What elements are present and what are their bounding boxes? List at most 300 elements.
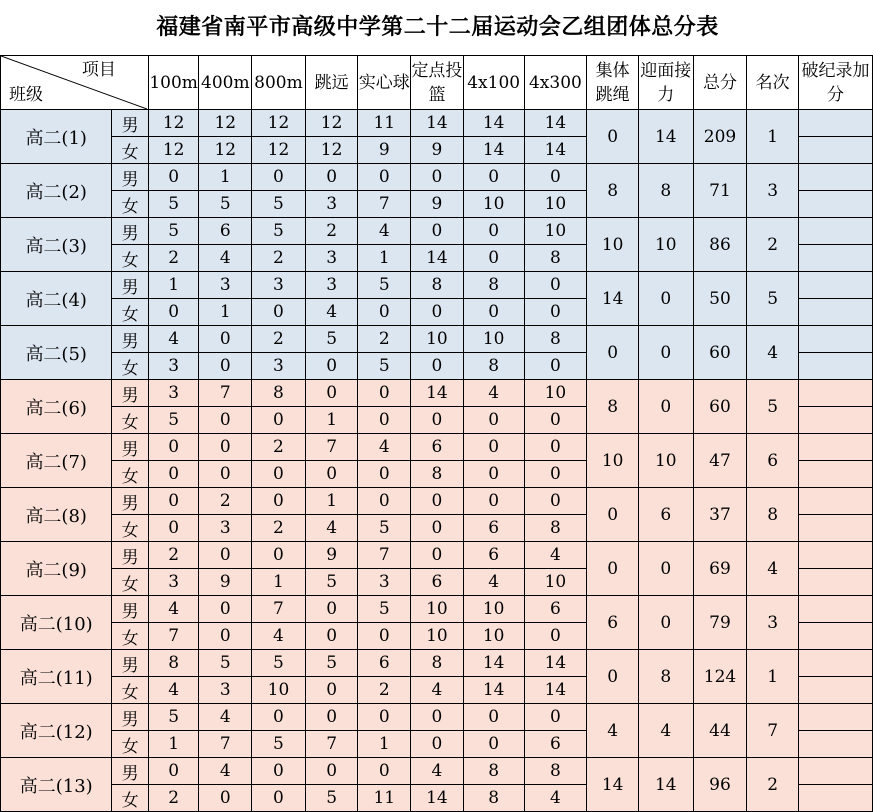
female-score-cell: 4 bbox=[411, 677, 464, 704]
female-score-cell: 0 bbox=[463, 461, 524, 488]
male-score-cell: 5 bbox=[305, 326, 358, 353]
female-score-cell: 0 bbox=[463, 245, 524, 272]
female-score-cell: 1 bbox=[358, 245, 411, 272]
male-score-cell: 0 bbox=[252, 758, 306, 785]
female-label-cell: 女 bbox=[112, 245, 148, 272]
female-score-cell: 2 bbox=[148, 245, 199, 272]
female-score-cell: 0 bbox=[252, 407, 306, 434]
female-score-cell: 12 bbox=[148, 137, 199, 164]
female-score-cell: 2 bbox=[252, 245, 306, 272]
female-score-cell: 6 bbox=[411, 569, 464, 596]
female-score-cell: 8 bbox=[524, 515, 587, 542]
female-label-cell: 女 bbox=[112, 191, 148, 218]
male-score-cell: 0 bbox=[305, 758, 358, 785]
female-score-cell: 7 bbox=[148, 623, 199, 650]
male-score-cell: 0 bbox=[411, 542, 464, 569]
female-label-cell: 女 bbox=[112, 569, 148, 596]
male-score-cell: 6 bbox=[524, 596, 587, 623]
female-score-cell: 0 bbox=[305, 677, 358, 704]
shuttle-relay-cell: 4 bbox=[638, 704, 693, 758]
class-name-cell: 高二(6) bbox=[1, 380, 112, 434]
header-event: 100m bbox=[148, 56, 199, 110]
male-score-cell: 5 bbox=[148, 704, 199, 731]
female-score-cell: 1 bbox=[305, 407, 358, 434]
female-label-cell: 女 bbox=[112, 623, 148, 650]
male-score-cell: 1 bbox=[148, 272, 199, 299]
male-score-cell: 0 bbox=[305, 596, 358, 623]
record-bonus-cell bbox=[798, 353, 872, 380]
header-corner-cell bbox=[1, 56, 149, 110]
female-score-cell: 7 bbox=[199, 731, 252, 758]
female-score-cell: 9 bbox=[411, 191, 464, 218]
male-label-cell: 男 bbox=[112, 542, 148, 569]
rank-cell: 6 bbox=[747, 434, 799, 488]
female-score-cell: 0 bbox=[148, 515, 199, 542]
male-score-cell: 0 bbox=[252, 704, 306, 731]
female-score-cell: 3 bbox=[199, 515, 252, 542]
female-score-cell: 0 bbox=[524, 407, 587, 434]
group-jump-rope-cell: 0 bbox=[587, 488, 639, 542]
record-bonus-cell bbox=[798, 704, 872, 731]
class-name-cell: 高二(8) bbox=[1, 488, 112, 542]
male-score-cell: 12 bbox=[199, 110, 252, 137]
header-event: 迎面接力 bbox=[638, 56, 693, 110]
total-cell: 37 bbox=[693, 488, 747, 542]
rank-cell: 2 bbox=[747, 758, 799, 812]
female-label-cell: 女 bbox=[112, 407, 148, 434]
rank-cell: 3 bbox=[747, 164, 799, 218]
female-score-cell: 6 bbox=[524, 731, 587, 758]
record-bonus-cell bbox=[798, 137, 872, 164]
record-bonus-cell bbox=[798, 677, 872, 704]
female-score-cell: 0 bbox=[305, 623, 358, 650]
class-name-cell: 高二(3) bbox=[1, 218, 112, 272]
male-score-cell: 10 bbox=[463, 596, 524, 623]
male-score-cell: 2 bbox=[252, 434, 306, 461]
male-score-cell: 11 bbox=[358, 110, 411, 137]
male-score-cell: 1 bbox=[199, 164, 252, 191]
shuttle-relay-cell: 0 bbox=[638, 326, 693, 380]
male-score-cell: 0 bbox=[411, 488, 464, 515]
score-table-body bbox=[1, 110, 873, 812]
female-score-cell: 5 bbox=[199, 191, 252, 218]
male-label-cell: 男 bbox=[112, 596, 148, 623]
female-label-cell: 女 bbox=[112, 515, 148, 542]
female-label-cell: 女 bbox=[112, 299, 148, 326]
male-label-cell: 男 bbox=[112, 758, 148, 785]
group-jump-rope-cell: 6 bbox=[587, 596, 639, 650]
female-score-cell: 0 bbox=[411, 407, 464, 434]
male-score-cell: 8 bbox=[411, 272, 464, 299]
female-score-cell: 0 bbox=[358, 407, 411, 434]
female-score-cell: 0 bbox=[305, 353, 358, 380]
female-score-cell: 12 bbox=[252, 137, 306, 164]
male-score-cell: 0 bbox=[463, 434, 524, 461]
rank-cell: 7 bbox=[747, 704, 799, 758]
female-score-cell: 11 bbox=[358, 785, 411, 812]
male-score-cell: 0 bbox=[411, 218, 464, 245]
female-score-cell: 4 bbox=[524, 785, 587, 812]
female-score-cell: 0 bbox=[463, 299, 524, 326]
female-label-cell: 女 bbox=[112, 731, 148, 758]
shuttle-relay-cell: 0 bbox=[638, 596, 693, 650]
female-score-cell: 7 bbox=[305, 731, 358, 758]
female-label-cell: 女 bbox=[112, 353, 148, 380]
male-score-cell: 0 bbox=[148, 758, 199, 785]
class-name-cell: 高二(10) bbox=[1, 596, 112, 650]
female-score-cell: 4 bbox=[305, 515, 358, 542]
male-label-cell: 男 bbox=[112, 218, 148, 245]
record-bonus-cell bbox=[798, 272, 872, 299]
male-score-cell: 0 bbox=[524, 272, 587, 299]
male-score-cell: 8 bbox=[463, 758, 524, 785]
female-score-cell: 10 bbox=[252, 677, 306, 704]
rank-cell: 8 bbox=[747, 488, 799, 542]
male-score-cell: 0 bbox=[252, 488, 306, 515]
table-row-male bbox=[1, 218, 873, 245]
female-score-cell: 5 bbox=[252, 191, 306, 218]
female-score-cell: 14 bbox=[524, 137, 587, 164]
male-score-cell: 2 bbox=[252, 326, 306, 353]
class-name-cell: 高二(13) bbox=[1, 758, 112, 812]
table-row-male bbox=[1, 272, 873, 299]
male-score-cell: 14 bbox=[463, 650, 524, 677]
class-name-cell: 高二(11) bbox=[1, 650, 112, 704]
female-label-cell: 女 bbox=[112, 785, 148, 812]
total-cell: 86 bbox=[693, 218, 747, 272]
male-score-cell: 7 bbox=[252, 596, 306, 623]
male-score-cell: 2 bbox=[199, 488, 252, 515]
header-total: 总分 bbox=[693, 56, 747, 110]
male-score-cell: 4 bbox=[199, 758, 252, 785]
female-score-cell: 5 bbox=[148, 191, 199, 218]
male-score-cell: 0 bbox=[358, 164, 411, 191]
male-score-cell: 4 bbox=[524, 542, 587, 569]
header-event: 定点投篮 bbox=[411, 56, 464, 110]
shuttle-relay-cell: 6 bbox=[638, 488, 693, 542]
female-score-cell: 0 bbox=[358, 461, 411, 488]
female-score-cell: 3 bbox=[305, 191, 358, 218]
male-score-cell: 0 bbox=[463, 218, 524, 245]
record-bonus-cell bbox=[798, 110, 872, 137]
record-bonus-cell bbox=[798, 623, 872, 650]
male-score-cell: 0 bbox=[358, 758, 411, 785]
shuttle-relay-cell: 0 bbox=[638, 272, 693, 326]
header-event: 实心球 bbox=[358, 56, 411, 110]
table-row-male bbox=[1, 758, 873, 785]
rank-cell: 5 bbox=[747, 272, 799, 326]
table-row-male bbox=[1, 596, 873, 623]
record-bonus-cell bbox=[798, 731, 872, 758]
male-score-cell: 4 bbox=[148, 596, 199, 623]
female-score-cell: 14 bbox=[411, 785, 464, 812]
female-label-cell: 女 bbox=[112, 461, 148, 488]
record-bonus-cell bbox=[798, 515, 872, 542]
female-score-cell: 4 bbox=[305, 299, 358, 326]
class-name-cell: 高二(12) bbox=[1, 704, 112, 758]
male-score-cell: 14 bbox=[524, 110, 587, 137]
record-bonus-cell bbox=[798, 596, 872, 623]
male-score-cell: 5 bbox=[252, 218, 306, 245]
header-rank: 名次 bbox=[747, 56, 799, 110]
group-jump-rope-cell: 10 bbox=[587, 434, 639, 488]
female-score-cell: 0 bbox=[463, 731, 524, 758]
group-jump-rope-cell: 4 bbox=[587, 704, 639, 758]
male-score-cell: 0 bbox=[305, 704, 358, 731]
header-event: 集体跳绳 bbox=[587, 56, 639, 110]
header-event: 400m bbox=[199, 56, 252, 110]
female-score-cell: 5 bbox=[252, 731, 306, 758]
female-score-cell: 8 bbox=[411, 461, 464, 488]
record-bonus-cell bbox=[798, 326, 872, 353]
female-score-cell: 0 bbox=[148, 461, 199, 488]
female-score-cell: 0 bbox=[148, 299, 199, 326]
header-event: 跳远 bbox=[305, 56, 358, 110]
female-score-cell: 0 bbox=[199, 353, 252, 380]
record-bonus-cell bbox=[798, 407, 872, 434]
male-score-cell: 8 bbox=[148, 650, 199, 677]
female-score-cell: 5 bbox=[148, 407, 199, 434]
total-cell: 124 bbox=[693, 650, 747, 704]
record-bonus-cell bbox=[798, 434, 872, 461]
rank-cell: 5 bbox=[747, 380, 799, 434]
record-bonus-cell bbox=[798, 758, 872, 785]
group-jump-rope-cell: 0 bbox=[587, 542, 639, 596]
male-label-cell: 男 bbox=[112, 434, 148, 461]
male-score-cell: 8 bbox=[463, 272, 524, 299]
score-table bbox=[0, 55, 873, 812]
male-score-cell: 14 bbox=[524, 650, 587, 677]
total-cell: 47 bbox=[693, 434, 747, 488]
table-row-male bbox=[1, 326, 873, 353]
male-score-cell: 0 bbox=[463, 704, 524, 731]
class-name-cell: 高二(5) bbox=[1, 326, 112, 380]
male-score-cell: 0 bbox=[524, 434, 587, 461]
record-bonus-cell bbox=[798, 164, 872, 191]
record-bonus-cell bbox=[798, 218, 872, 245]
female-score-cell: 0 bbox=[524, 623, 587, 650]
female-score-cell: 3 bbox=[199, 677, 252, 704]
male-label-cell: 男 bbox=[112, 380, 148, 407]
header-event: 800m bbox=[252, 56, 306, 110]
shuttle-relay-cell: 8 bbox=[638, 164, 693, 218]
male-score-cell: 5 bbox=[358, 272, 411, 299]
male-score-cell: 3 bbox=[199, 272, 252, 299]
female-score-cell: 1 bbox=[199, 299, 252, 326]
female-score-cell: 0 bbox=[411, 515, 464, 542]
female-score-cell: 8 bbox=[463, 785, 524, 812]
male-score-cell: 6 bbox=[463, 542, 524, 569]
record-bonus-cell bbox=[798, 785, 872, 812]
female-score-cell: 1 bbox=[252, 569, 306, 596]
group-jump-rope-cell: 14 bbox=[587, 272, 639, 326]
female-score-cell: 14 bbox=[524, 677, 587, 704]
male-score-cell: 2 bbox=[358, 326, 411, 353]
class-name-cell: 高二(4) bbox=[1, 272, 112, 326]
header-event: 4x100 bbox=[463, 56, 524, 110]
female-score-cell: 0 bbox=[252, 461, 306, 488]
male-score-cell: 6 bbox=[358, 650, 411, 677]
female-score-cell: 0 bbox=[199, 461, 252, 488]
female-score-cell: 5 bbox=[358, 515, 411, 542]
male-score-cell: 4 bbox=[411, 758, 464, 785]
total-cell: 69 bbox=[693, 542, 747, 596]
table-row-male bbox=[1, 704, 873, 731]
female-score-cell: 3 bbox=[148, 353, 199, 380]
male-score-cell: 0 bbox=[411, 164, 464, 191]
male-label-cell: 男 bbox=[112, 164, 148, 191]
female-score-cell: 2 bbox=[358, 677, 411, 704]
group-jump-rope-cell: 0 bbox=[587, 650, 639, 704]
male-score-cell: 0 bbox=[358, 380, 411, 407]
male-score-cell: 8 bbox=[411, 650, 464, 677]
male-score-cell: 0 bbox=[358, 704, 411, 731]
female-score-cell: 1 bbox=[358, 731, 411, 758]
male-score-cell: 0 bbox=[524, 488, 587, 515]
shuttle-relay-cell: 14 bbox=[638, 110, 693, 164]
table-row-male bbox=[1, 542, 873, 569]
header-row bbox=[1, 56, 873, 110]
male-score-cell: 0 bbox=[199, 434, 252, 461]
male-score-cell: 5 bbox=[358, 596, 411, 623]
male-score-cell: 2 bbox=[305, 218, 358, 245]
total-cell: 96 bbox=[693, 758, 747, 812]
male-label-cell: 男 bbox=[112, 488, 148, 515]
record-bonus-cell bbox=[798, 299, 872, 326]
male-score-cell: 0 bbox=[252, 542, 306, 569]
male-score-cell: 8 bbox=[252, 380, 306, 407]
group-jump-rope-cell: 0 bbox=[587, 110, 639, 164]
female-score-cell: 14 bbox=[463, 677, 524, 704]
group-jump-rope-cell: 14 bbox=[587, 758, 639, 812]
male-score-cell: 5 bbox=[148, 218, 199, 245]
total-cell: 60 bbox=[693, 380, 747, 434]
header-event: 4x300 bbox=[524, 56, 587, 110]
total-cell: 50 bbox=[693, 272, 747, 326]
male-score-cell: 6 bbox=[411, 434, 464, 461]
male-score-cell: 4 bbox=[199, 704, 252, 731]
female-score-cell: 5 bbox=[305, 569, 358, 596]
female-score-cell: 9 bbox=[411, 137, 464, 164]
header-record-bonus: 破纪录加分 bbox=[798, 56, 872, 110]
female-score-cell: 0 bbox=[305, 461, 358, 488]
male-score-cell: 0 bbox=[148, 434, 199, 461]
male-label-cell: 男 bbox=[112, 326, 148, 353]
rank-cell: 4 bbox=[747, 542, 799, 596]
record-bonus-cell bbox=[798, 542, 872, 569]
total-cell: 44 bbox=[693, 704, 747, 758]
male-score-cell: 0 bbox=[358, 488, 411, 515]
female-score-cell: 12 bbox=[305, 137, 358, 164]
male-score-cell: 5 bbox=[252, 650, 306, 677]
male-label-cell: 男 bbox=[112, 650, 148, 677]
male-score-cell: 4 bbox=[463, 380, 524, 407]
male-score-cell: 12 bbox=[252, 110, 306, 137]
male-score-cell: 5 bbox=[199, 650, 252, 677]
female-score-cell: 4 bbox=[148, 677, 199, 704]
table-row-male bbox=[1, 110, 873, 137]
shuttle-relay-cell: 10 bbox=[638, 434, 693, 488]
table-row-male bbox=[1, 488, 873, 515]
male-score-cell: 0 bbox=[252, 164, 306, 191]
female-score-cell: 0 bbox=[411, 299, 464, 326]
female-score-cell: 5 bbox=[358, 353, 411, 380]
male-score-cell: 12 bbox=[148, 110, 199, 137]
female-score-cell: 6 bbox=[463, 515, 524, 542]
class-name-cell: 高二(2) bbox=[1, 164, 112, 218]
female-score-cell: 2 bbox=[252, 515, 306, 542]
male-score-cell: 7 bbox=[305, 434, 358, 461]
class-name-cell: 高二(1) bbox=[1, 110, 112, 164]
shuttle-relay-cell: 10 bbox=[638, 218, 693, 272]
female-score-cell: 0 bbox=[411, 731, 464, 758]
female-score-cell: 10 bbox=[463, 623, 524, 650]
female-score-cell: 9 bbox=[199, 569, 252, 596]
male-score-cell: 10 bbox=[411, 596, 464, 623]
female-score-cell: 0 bbox=[524, 461, 587, 488]
female-score-cell: 0 bbox=[524, 353, 587, 380]
female-score-cell: 0 bbox=[358, 299, 411, 326]
male-score-cell: 8 bbox=[524, 758, 587, 785]
female-label-cell: 女 bbox=[112, 137, 148, 164]
record-bonus-cell bbox=[798, 488, 872, 515]
male-score-cell: 7 bbox=[199, 380, 252, 407]
male-score-cell: 4 bbox=[148, 326, 199, 353]
total-cell: 79 bbox=[693, 596, 747, 650]
female-score-cell: 9 bbox=[358, 137, 411, 164]
record-bonus-cell bbox=[798, 650, 872, 677]
male-score-cell: 1 bbox=[305, 488, 358, 515]
female-score-cell: 12 bbox=[199, 137, 252, 164]
male-score-cell: 0 bbox=[524, 164, 587, 191]
female-score-cell: 1 bbox=[148, 731, 199, 758]
male-score-cell: 4 bbox=[358, 434, 411, 461]
male-score-cell: 14 bbox=[411, 380, 464, 407]
female-score-cell: 3 bbox=[148, 569, 199, 596]
shuttle-relay-cell: 0 bbox=[638, 542, 693, 596]
female-label-cell: 女 bbox=[112, 677, 148, 704]
female-score-cell: 0 bbox=[199, 785, 252, 812]
record-bonus-cell bbox=[798, 191, 872, 218]
male-score-cell: 12 bbox=[305, 110, 358, 137]
female-score-cell: 8 bbox=[463, 353, 524, 380]
group-jump-rope-cell: 8 bbox=[587, 164, 639, 218]
rank-cell: 1 bbox=[747, 650, 799, 704]
rank-cell: 2 bbox=[747, 218, 799, 272]
shuttle-relay-cell: 14 bbox=[638, 758, 693, 812]
male-score-cell: 0 bbox=[305, 164, 358, 191]
male-score-cell: 0 bbox=[524, 704, 587, 731]
female-score-cell: 4 bbox=[252, 623, 306, 650]
male-score-cell: 2 bbox=[148, 542, 199, 569]
female-score-cell: 3 bbox=[305, 245, 358, 272]
female-score-cell: 4 bbox=[463, 569, 524, 596]
female-score-cell: 7 bbox=[358, 191, 411, 218]
female-score-cell: 0 bbox=[252, 299, 306, 326]
total-cell: 60 bbox=[693, 326, 747, 380]
male-score-cell: 5 bbox=[305, 650, 358, 677]
male-score-cell: 14 bbox=[411, 110, 464, 137]
total-cell: 71 bbox=[693, 164, 747, 218]
female-score-cell: 8 bbox=[524, 245, 587, 272]
male-label-cell: 男 bbox=[112, 110, 148, 137]
female-score-cell: 0 bbox=[199, 407, 252, 434]
female-score-cell: 10 bbox=[411, 623, 464, 650]
table-row-male bbox=[1, 380, 873, 407]
female-score-cell: 0 bbox=[358, 623, 411, 650]
female-score-cell: 0 bbox=[524, 299, 587, 326]
female-score-cell: 14 bbox=[463, 137, 524, 164]
